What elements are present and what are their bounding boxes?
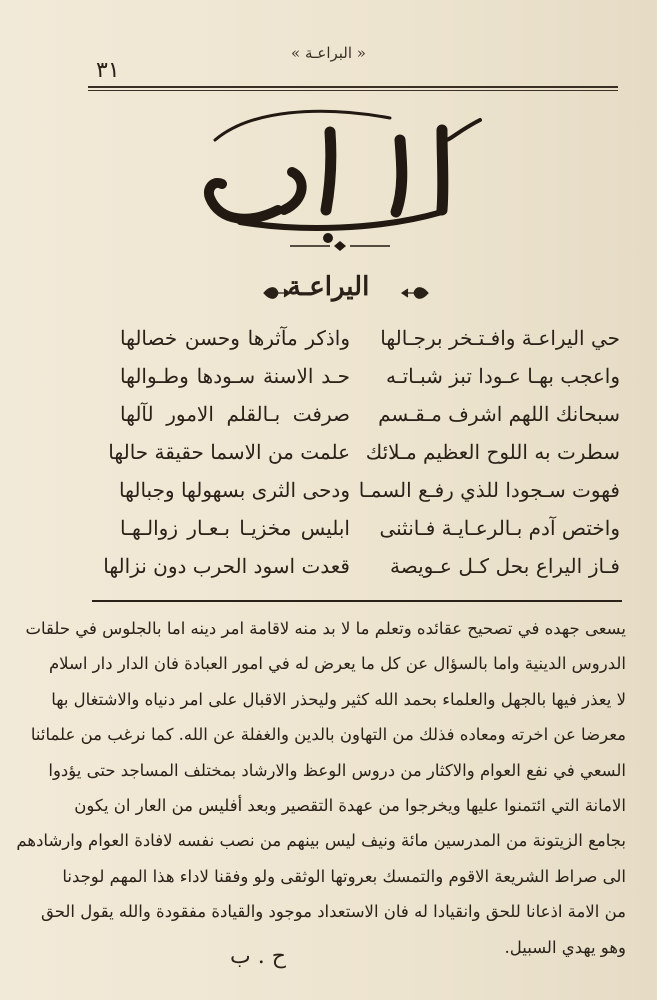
verse-second-hemistich: ابليس مخزيـا بـعـار زوالـهـا xyxy=(120,516,350,540)
verse-first-hemistich: حي اليراعـة وافـتـخر برجـالها xyxy=(380,326,620,350)
verse-second-hemistich: صرفت بـالقلم الامور لآلها xyxy=(120,402,350,426)
verse-first-hemistich: سبحانك اللهم اشرف مـقـسم xyxy=(378,402,620,426)
prose-line: بجامع الزيتونة من المدرسين مائة ونيف ليس بينهم من نصب نفسه لافادة العوام وارشادهم xyxy=(16,831,626,851)
prose-line: يسعى جهده في تصحيح عقائده وتعلم ما لا بد منه لاقامة امر دينه اما بالجلوس في حلقات xyxy=(25,619,626,638)
poem-verse xyxy=(100,402,620,440)
poem-verse xyxy=(100,554,620,592)
page-number: ٣١ xyxy=(96,58,120,83)
verse-second-hemistich: واذكر مآثرها وحسن خصالها xyxy=(120,326,350,350)
prose-line: وهو يهدي السبيل. xyxy=(504,937,626,957)
masthead-calligraphy xyxy=(180,100,500,250)
verse-first-hemistich: واعجب بهـا عـودا تبز شبـاتـه xyxy=(386,364,620,388)
poem xyxy=(100,326,620,592)
author-signature: ح . ب xyxy=(230,944,286,969)
fleuron-ornament-icon xyxy=(400,286,430,300)
prose-line: من الامة اذعانا للحق وانقيادا له فان الاستعداد موجود والقيادة مفقودة والله يقول الحق xyxy=(40,902,626,922)
verse-first-hemistich: سطرت به اللوح العظيم مـلائك xyxy=(365,440,620,464)
poem-verse xyxy=(100,364,620,402)
prose-line: الدروس الدينية واما بالسؤال عن كل ما يعرض له في امور العبادة فان الدار دار اسلام xyxy=(48,654,626,674)
running-head: « البراعـة » xyxy=(291,44,366,62)
poem-verse xyxy=(100,440,620,478)
verse-second-hemistich: ودحى الثرى بسهولها وجبالها xyxy=(119,478,350,502)
calligraphic-masthead-logo xyxy=(180,100,500,250)
prose-paragraph xyxy=(16,611,626,965)
prose-line: لا يعذر فيها بالجهل والعلماء بحمد الله كثير وليحذر الاقبال على امر دنياه والاشتغال بها xyxy=(51,689,626,709)
verse-second-hemistich: قعدت اسود الحرب دون نزالها xyxy=(103,554,350,578)
poem-verse xyxy=(100,516,620,554)
prose-line: الامانة التي ائتمنوا عليها ويخرجوا من عهدة التقصير وبعد أفليس من العار ان يكون xyxy=(74,795,626,815)
verse-second-hemistich: حـد الاسنة سـودها وطـوالها xyxy=(120,364,350,388)
header-rule xyxy=(88,86,618,92)
section-divider-rule xyxy=(92,600,622,602)
poem-verse xyxy=(100,478,620,516)
poem-verse xyxy=(100,326,620,364)
prose-line: السعي في نفع العوام والاكثار من دروس الوعظ والارشاد بمختلف المساجد حتى يؤدوا xyxy=(48,760,626,780)
section-title: اليراعـة xyxy=(287,272,370,302)
verse-first-hemistich: فـاز اليراع بحل كـل عـويصة xyxy=(390,554,620,578)
verse-first-hemistich: واختص آدم بـالرعـايـة فـانثنى xyxy=(379,516,620,540)
verse-first-hemistich: فهوت سـجودا للذي رفـع السمـا xyxy=(358,478,620,502)
verse-second-hemistich: علمت من الاسما حقيقة حالها xyxy=(108,440,350,464)
prose-line: معرضا عن اخرته ومعاده فذلك من التهاون بالدين والغفلة عن الله. كما نرغب من علمائنا xyxy=(30,725,626,745)
prose-line: الى صراط الشريعة الاقوم والتمسك بعروتها الوثقى ولو وفقنا لاداء هذا المهم لوجدنا xyxy=(62,866,626,886)
